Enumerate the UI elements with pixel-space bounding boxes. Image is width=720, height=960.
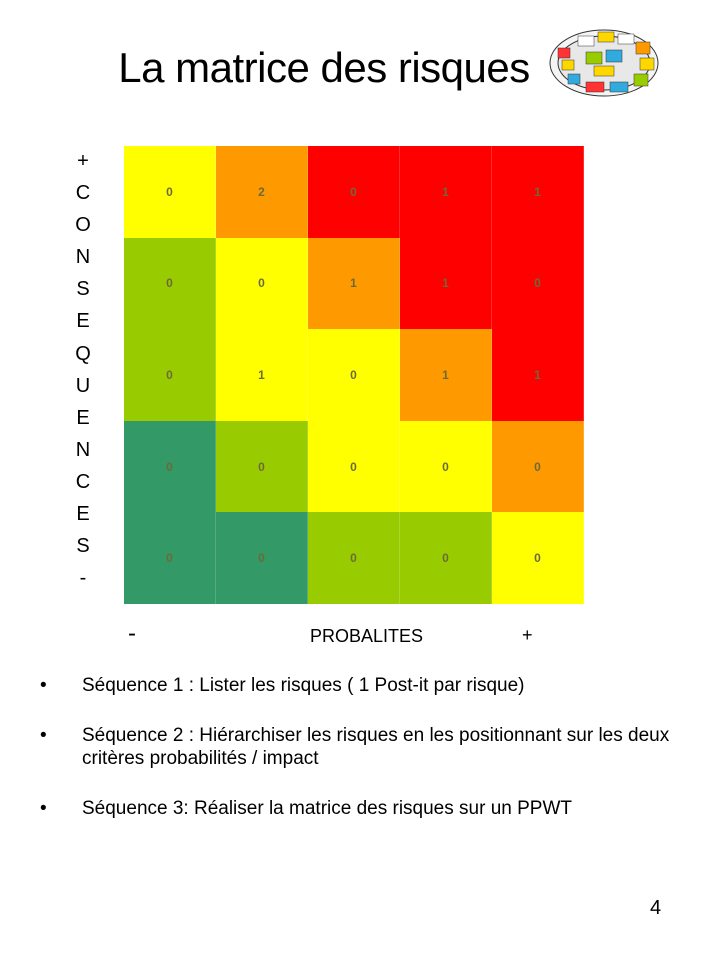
- slide-title: La matrice des risques: [118, 44, 530, 91]
- matrix-cell: 0: [308, 146, 400, 238]
- axis-letter: S: [76, 278, 90, 301]
- page-number: 4: [650, 897, 662, 919]
- matrix-cell: 0: [216, 238, 308, 330]
- sequence-1-text: Séquence 1 : Lister les risques ( 1 Post-it par risque): [82, 675, 525, 696]
- matrix-cell: 0: [216, 512, 308, 604]
- bullet-icon: •: [40, 798, 47, 819]
- matrix-cell: 0: [124, 329, 216, 421]
- consequences-axis-label: [66, 145, 100, 594]
- matrix-cell: 1: [492, 146, 584, 238]
- bullet-icon: •: [40, 675, 47, 696]
- board-game-logo-icon: [548, 28, 660, 98]
- matrix-cell: 2: [216, 146, 308, 238]
- matrix-cell: 0: [124, 512, 216, 604]
- matrix-cell: 1: [400, 238, 492, 330]
- probability-axis-minus: -: [128, 620, 136, 647]
- axis-letter: S: [76, 535, 90, 558]
- sequence-3-text: Séquence 3: Réaliser la matrice des risques sur un PPWT: [82, 798, 572, 819]
- sequence-2-text: Séquence 2 : Hiérarchiser les risques en les positionnant sur les deux critères probabilités / impact: [82, 725, 670, 769]
- probability-axis-plus: +: [522, 625, 533, 645]
- matrix-cell: 1: [216, 329, 308, 421]
- axis-letter: -: [79, 567, 87, 590]
- matrix-cell: 0: [492, 421, 584, 513]
- matrix-cell: 0: [124, 238, 216, 330]
- list-item: [40, 674, 690, 697]
- risk-matrix: [124, 146, 584, 604]
- matrix-cell: 1: [400, 329, 492, 421]
- list-item: [40, 797, 690, 820]
- matrix-cell: 0: [400, 512, 492, 604]
- matrix-cell: 0: [308, 512, 400, 604]
- axis-letter: E: [76, 310, 90, 333]
- axis-letter: O: [75, 214, 91, 237]
- matrix-cell: 0: [492, 512, 584, 604]
- matrix-cell: 0: [124, 421, 216, 513]
- bullet-icon: •: [40, 725, 47, 746]
- matrix-cell: 1: [308, 238, 400, 330]
- matrix-cell: 0: [400, 421, 492, 513]
- matrix-cell: 1: [400, 146, 492, 238]
- matrix-cell: 0: [308, 329, 400, 421]
- matrix-cell: 1: [492, 329, 584, 421]
- axis-letter: N: [75, 246, 91, 269]
- list-item: [40, 724, 690, 770]
- axis-letter: N: [75, 438, 91, 461]
- axis-letter: Q: [75, 342, 91, 365]
- matrix-cell: 0: [216, 421, 308, 513]
- axis-letter: U: [75, 374, 91, 397]
- sequence-list: [40, 674, 690, 847]
- matrix-cell: 0: [492, 238, 584, 330]
- axis-letter: E: [76, 406, 90, 429]
- probability-axis-title: PROBALITES: [310, 626, 424, 646]
- axis-letter: C: [75, 182, 91, 205]
- matrix-cell: 0: [308, 421, 400, 513]
- axis-letter: C: [75, 470, 91, 493]
- matrix-cell: 0: [124, 146, 216, 238]
- axis-letter: +: [77, 150, 89, 172]
- axis-letter: E: [76, 503, 90, 526]
